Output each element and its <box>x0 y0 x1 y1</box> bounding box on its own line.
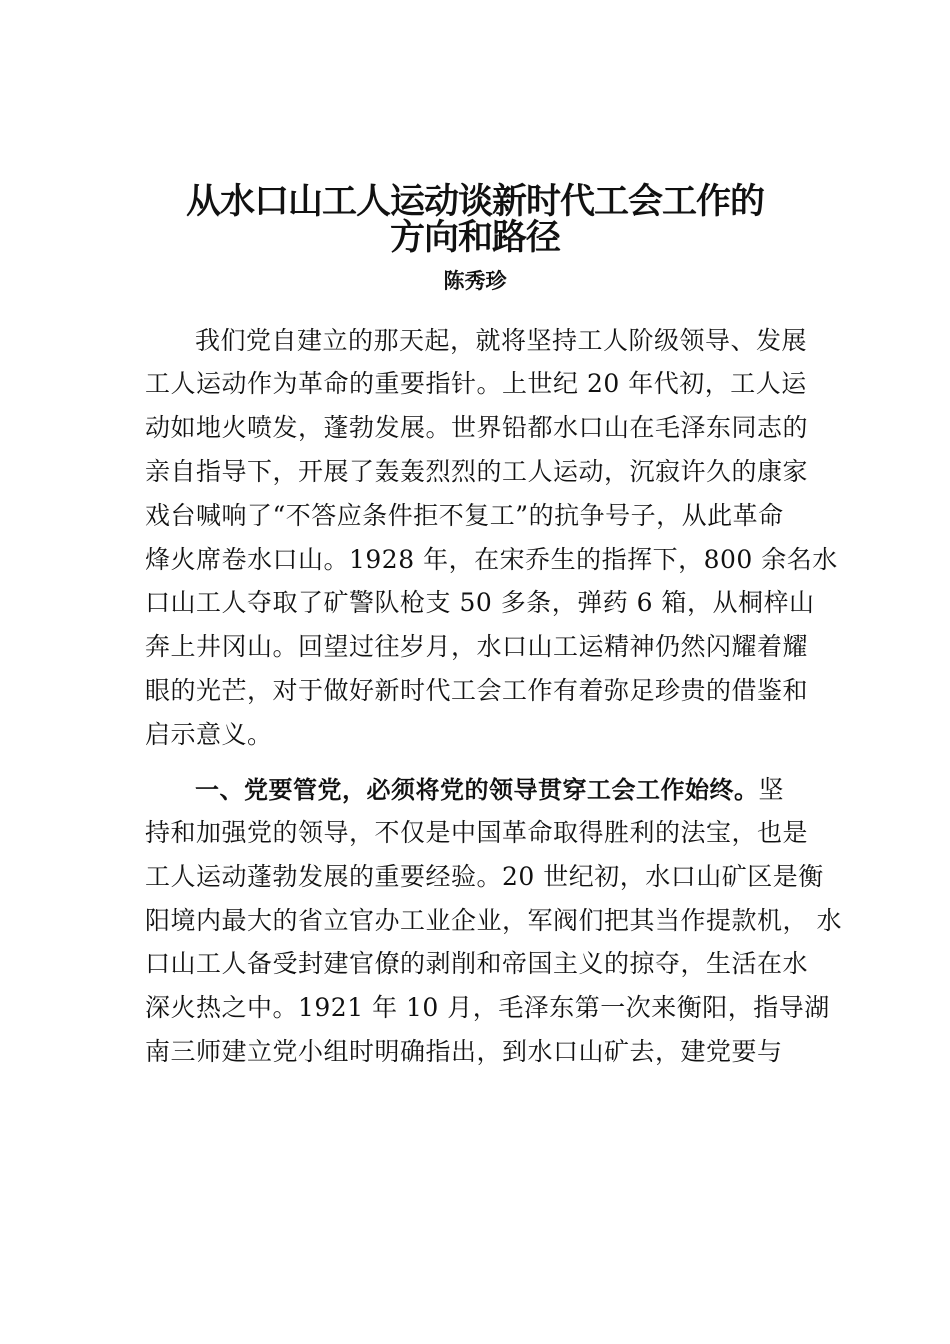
paragraph-line: 持和加强党的领导，不仅是中国革命取得胜利的法宝，也是 <box>145 818 809 847</box>
paragraph-line: 口山工人备受封建官僚的剥削和帝国主义的掠夺，生活在水 <box>145 949 809 978</box>
paragraph-line: 亲自指导下，开展了轰轰烈烈的工人运动，沉寂许久的康家 <box>145 457 809 486</box>
section-heading: 一、党要管党，必须将党的领导贯穿工会工作始终。 <box>195 776 759 804</box>
paragraph-line: 工人运动作为革命的重要指针。上世纪 20 年代初，工人运 <box>145 369 807 398</box>
section-heading-line <box>195 775 825 805</box>
paragraph-text: 坚 <box>758 775 785 804</box>
author-name: 陈秀珍 <box>443 269 507 293</box>
document-title <box>100 184 850 256</box>
paragraph-line: 戏台喊响了“不答应条件拒不复工”的抗争号子，从此革命 <box>145 501 784 530</box>
paragraph-line: 眼的光芒，对于做好新时代工会工作有着弥足珍贵的借鉴和 <box>145 676 809 705</box>
paragraph-line: 工人运动蓬勃发展的重要经验。20 世纪初，水口山矿区是衡 <box>145 862 824 891</box>
paragraph-line: 奔上井冈山。回望过往岁月，水口山工运精神仍然闪耀着耀 <box>145 632 809 661</box>
paragraph-line: 阳境内最大的省立官办工业企业，军阀们把其当作提款机， 水 <box>145 906 842 935</box>
paragraph-line: 启示意义。 <box>145 720 273 749</box>
title-line-2: 方向和路径 <box>389 218 560 258</box>
paragraph-line: 我们党自建立的那天起，就将坚持工人阶级领导、发展 <box>195 326 808 355</box>
paragraph-line: 口山工人夺取了矿警队枪支 50 多条，弹药 6 箱，从桐梓山 <box>145 588 815 617</box>
paragraph-line: 动如地火喷发，蓬勃发展。世界铅都水口山在毛泽东同志的 <box>145 413 809 442</box>
paragraph-line: 南三师建立党小组时明确指出，到水口山矿去，建党要与 <box>145 1037 783 1066</box>
title-line-1: 从水口山工人运动谈新时代工会工作的 <box>185 182 764 222</box>
paragraph-line: 烽火席卷水口山。1928 年，在宋乔生的指挥下，800 余名水 <box>145 545 838 574</box>
paragraph-line: 深火热之中。1921 年 10 月，毛泽东第一次来衡阳，指导湖 <box>145 993 830 1022</box>
